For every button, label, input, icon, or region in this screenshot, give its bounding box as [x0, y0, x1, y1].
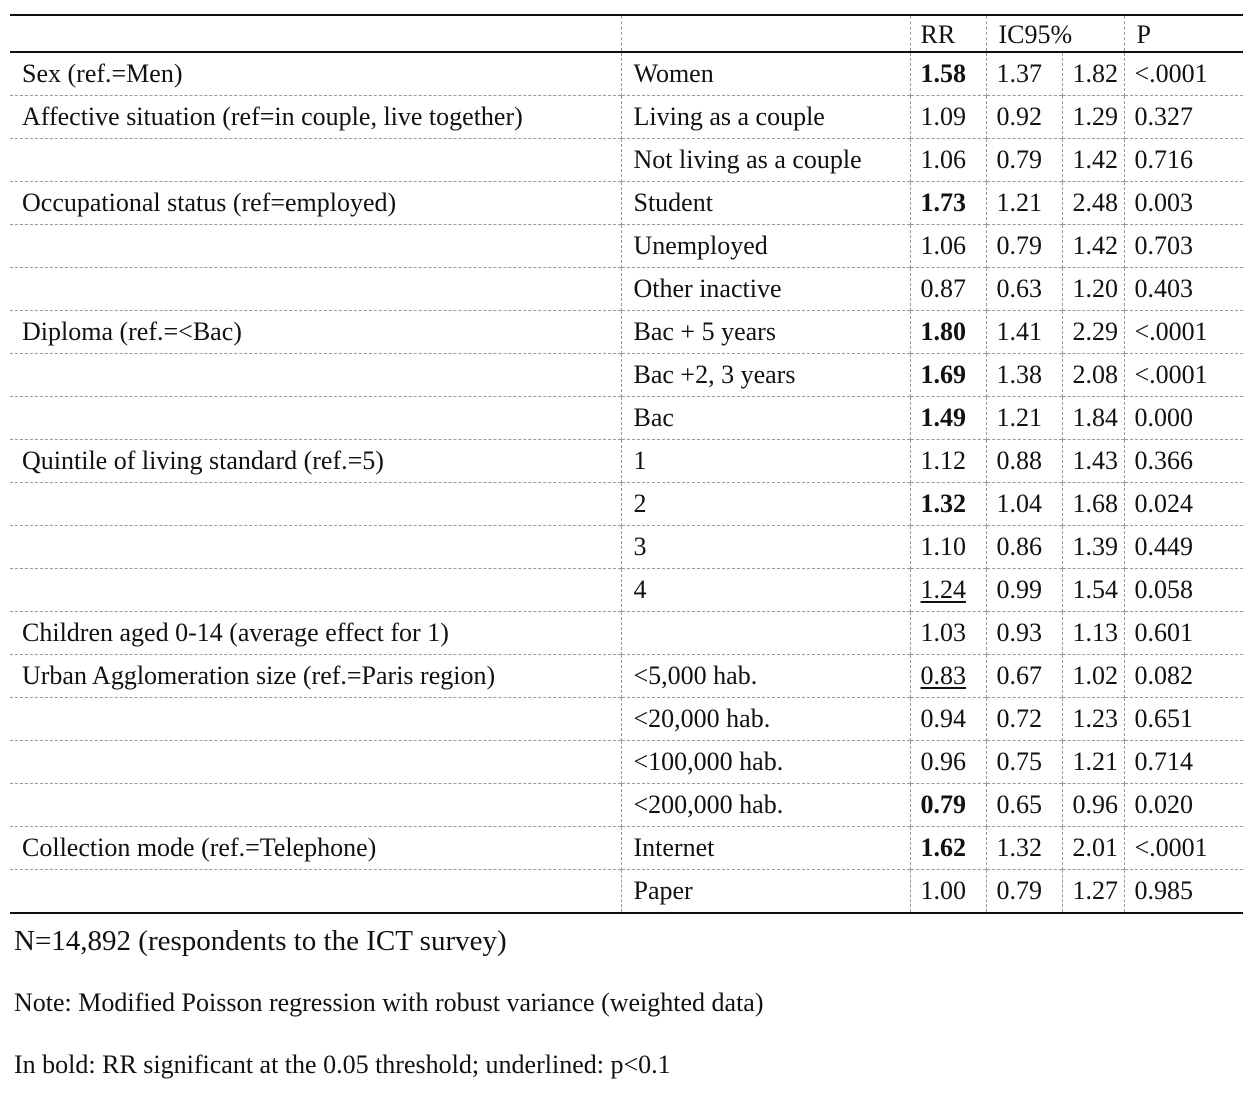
- rr-text: 1.62: [920, 833, 966, 862]
- ci-lower-cell: [986, 612, 1062, 655]
- rr-text: 1.49: [920, 403, 966, 432]
- p-value-text: 0.058: [1134, 575, 1194, 604]
- p-value-text: 0.024: [1134, 489, 1194, 518]
- ci-lower-cell: [986, 569, 1062, 612]
- ci-lower-cell: [986, 741, 1062, 784]
- ci-upper-cell: [1062, 569, 1124, 612]
- category-text: Bac +2, 3 years: [633, 360, 796, 389]
- variable-cell: [10, 268, 621, 311]
- p-value-text: <.0001: [1134, 59, 1208, 88]
- ci-upper-text: 1.42: [1072, 145, 1118, 174]
- p-value-cell: [1124, 52, 1243, 96]
- ci-lower-text: 1.41: [996, 317, 1042, 346]
- ci-upper-cell: [1062, 784, 1124, 827]
- rr-cell: [910, 741, 986, 784]
- ci-upper-text: 0.96: [1072, 790, 1118, 819]
- rr-cell: [910, 569, 986, 612]
- p-value-text: 0.714: [1134, 747, 1194, 776]
- p-value-text: 0.601: [1134, 618, 1194, 647]
- ci-upper-text: 1.82: [1072, 59, 1118, 88]
- ci-upper-cell: [1062, 397, 1124, 440]
- p-value-cell: [1124, 784, 1243, 827]
- category-text: Living as a couple: [633, 102, 825, 131]
- p-value-cell: [1124, 139, 1243, 182]
- category-text: <200,000 hab.: [633, 790, 784, 819]
- variable-cell: [10, 741, 621, 784]
- sample-size-note: N=14,892 (respondents to the ICT survey): [14, 925, 507, 957]
- category-text: Internet: [633, 833, 715, 862]
- ci-lower-text: 0.99: [996, 575, 1042, 604]
- rr-text: 1.03: [920, 618, 966, 647]
- ci-lower-cell: [986, 440, 1062, 483]
- ci-upper-cell: [1062, 139, 1124, 182]
- p-value-cell: [1124, 870, 1243, 914]
- header-rr: RR: [910, 15, 986, 52]
- table-header: [10, 15, 1243, 52]
- ci-upper-cell: [1062, 440, 1124, 483]
- category-text: 1: [633, 446, 647, 475]
- rr-text: 1.24: [920, 575, 966, 604]
- table-row: [10, 827, 1243, 870]
- variable-text: Urban Agglomeration size (ref.=Paris region): [22, 661, 496, 690]
- ci-lower-cell: [986, 52, 1062, 96]
- table-row: [10, 612, 1243, 655]
- variable-text: Affective situation (ref=in couple, live together): [22, 102, 523, 131]
- variable-cell: [10, 612, 621, 655]
- rr-cell: [910, 268, 986, 311]
- rr-cell: [910, 483, 986, 526]
- header-category-cell: [621, 15, 910, 52]
- p-value-cell: [1124, 440, 1243, 483]
- table-row: [10, 225, 1243, 268]
- rr-cell: [910, 354, 986, 397]
- ci-lower-text: 1.37: [996, 59, 1042, 88]
- category-cell: [621, 827, 910, 870]
- category-text: 3: [633, 532, 647, 561]
- header-row: [10, 15, 1243, 52]
- category-text: <100,000 hab.: [633, 747, 784, 776]
- rr-text: 1.12: [920, 446, 966, 475]
- category-text: Other inactive: [633, 274, 782, 303]
- table-row: [10, 483, 1243, 526]
- ci-lower-text: 0.79: [996, 876, 1042, 905]
- rr-cell: [910, 526, 986, 569]
- table-row: [10, 569, 1243, 612]
- variable-cell: [10, 569, 621, 612]
- ci-lower-cell: [986, 96, 1062, 139]
- rr-text: 1.58: [920, 59, 966, 88]
- ci-upper-text: 1.20: [1072, 274, 1118, 303]
- p-value-cell: [1124, 311, 1243, 354]
- rr-cell: [910, 139, 986, 182]
- ci-upper-text: 1.42: [1072, 231, 1118, 260]
- rr-text: 1.06: [920, 231, 966, 260]
- ci-lower-text: 0.79: [996, 145, 1042, 174]
- table-row: [10, 397, 1243, 440]
- method-note: Note: Modified Poisson regression with robust variance (weighted data): [14, 988, 764, 1017]
- category-text: 4: [633, 575, 647, 604]
- category-cell: [621, 569, 910, 612]
- ci-lower-cell: [986, 354, 1062, 397]
- ci-lower-cell: [986, 268, 1062, 311]
- p-value-text: 0.327: [1134, 102, 1194, 131]
- variable-cell: [10, 225, 621, 268]
- rr-text: 0.87: [920, 274, 966, 303]
- ci-upper-cell: [1062, 354, 1124, 397]
- ci-upper-cell: [1062, 870, 1124, 914]
- ci-upper-text: 1.23: [1072, 704, 1118, 733]
- ci-upper-cell: [1062, 225, 1124, 268]
- table-row: [10, 526, 1243, 569]
- ci-lower-text: 0.63: [996, 274, 1042, 303]
- p-value-text: 0.003: [1134, 188, 1194, 217]
- p-value-text: 0.366: [1134, 446, 1194, 475]
- ci-lower-text: 0.79: [996, 231, 1042, 260]
- header-p: P: [1124, 15, 1243, 52]
- rr-cell: [910, 698, 986, 741]
- p-value-text: <.0001: [1134, 833, 1208, 862]
- table-row: [10, 354, 1243, 397]
- ci-upper-cell: [1062, 655, 1124, 698]
- variable-cell: [10, 483, 621, 526]
- category-text: Bac: [633, 403, 674, 432]
- ci-lower-text: 0.93: [996, 618, 1042, 647]
- category-cell: [621, 139, 910, 182]
- variable-cell: [10, 784, 621, 827]
- ci-lower-cell: [986, 397, 1062, 440]
- p-value-cell: [1124, 655, 1243, 698]
- variable-cell: [10, 827, 621, 870]
- p-value-cell: [1124, 569, 1243, 612]
- ci-lower-cell: [986, 784, 1062, 827]
- ci-upper-cell: [1062, 311, 1124, 354]
- category-cell: [621, 311, 910, 354]
- p-value-text: 0.985: [1134, 876, 1194, 905]
- table-body: [10, 52, 1243, 913]
- rr-text: 1.73: [920, 188, 966, 217]
- ci-lower-text: 1.21: [996, 403, 1042, 432]
- rr-text: 1.00: [920, 876, 966, 905]
- table-row: [10, 784, 1243, 827]
- table-row: [10, 870, 1243, 914]
- p-value-text: 0.703: [1134, 231, 1194, 260]
- ci-upper-cell: [1062, 741, 1124, 784]
- category-cell: [621, 483, 910, 526]
- variable-cell: [10, 96, 621, 139]
- category-cell: [621, 612, 910, 655]
- variable-text: Sex (ref.=Men): [22, 59, 183, 88]
- category-cell: [621, 268, 910, 311]
- ci-lower-text: 0.65: [996, 790, 1042, 819]
- p-value-text: 0.000: [1134, 403, 1194, 432]
- ci-upper-text: 2.08: [1072, 360, 1118, 389]
- ci-lower-cell: [986, 483, 1062, 526]
- variable-text: Children aged 0-14 (average effect for 1): [22, 618, 449, 647]
- ci-lower-cell: [986, 182, 1062, 225]
- variable-cell: [10, 139, 621, 182]
- p-value-cell: [1124, 182, 1243, 225]
- rr-text: 1.09: [920, 102, 966, 131]
- ci-upper-text: 2.48: [1072, 188, 1118, 217]
- ci-upper-text: 1.68: [1072, 489, 1118, 518]
- ci-lower-cell: [986, 870, 1062, 914]
- header-ic95: IC95%: [986, 15, 1124, 52]
- ci-upper-text: 1.84: [1072, 403, 1118, 432]
- rr-cell: [910, 397, 986, 440]
- p-value-cell: [1124, 698, 1243, 741]
- ci-lower-cell: [986, 655, 1062, 698]
- rr-text: 0.79: [920, 790, 966, 819]
- table-row: [10, 139, 1243, 182]
- rr-text: 1.06: [920, 145, 966, 174]
- variable-text: Occupational status (ref=employed): [22, 188, 397, 217]
- p-value-cell: [1124, 268, 1243, 311]
- rr-text: 0.83: [920, 661, 966, 690]
- table-row: [10, 311, 1243, 354]
- category-text: Women: [633, 59, 714, 88]
- rr-text: 1.80: [920, 317, 966, 346]
- category-cell: [621, 655, 910, 698]
- category-cell: [621, 354, 910, 397]
- rr-text: 1.32: [920, 489, 966, 518]
- ci-upper-text: 1.43: [1072, 446, 1118, 475]
- p-value-text: 0.716: [1134, 145, 1194, 174]
- category-cell: [621, 52, 910, 96]
- ci-upper-text: 1.02: [1072, 661, 1118, 690]
- variable-text: Collection mode (ref.=Telephone): [22, 833, 377, 862]
- ci-upper-text: 1.21: [1072, 747, 1118, 776]
- variable-cell: [10, 440, 621, 483]
- ci-lower-cell: [986, 311, 1062, 354]
- variable-cell: [10, 182, 621, 225]
- formatting-legend: In bold: RR significant at the 0.05 threshold; underlined: p<0.1: [14, 1050, 671, 1079]
- p-value-cell: [1124, 483, 1243, 526]
- category-text: Not living as a couple: [633, 145, 862, 174]
- category-text: Bac + 5 years: [633, 317, 776, 346]
- ci-upper-text: 2.29: [1072, 317, 1118, 346]
- header-variable-cell: [10, 15, 621, 52]
- variable-text: Quintile of living standard (ref.=5): [22, 446, 384, 475]
- rr-cell: [910, 440, 986, 483]
- ci-upper-text: 1.29: [1072, 102, 1118, 131]
- ci-lower-cell: [986, 526, 1062, 569]
- table-row: [10, 268, 1243, 311]
- p-value-text: <.0001: [1134, 360, 1208, 389]
- category-cell: [621, 784, 910, 827]
- rr-text: 1.10: [920, 532, 966, 561]
- ci-lower-text: 1.38: [996, 360, 1042, 389]
- p-value-cell: [1124, 354, 1243, 397]
- ci-upper-cell: [1062, 96, 1124, 139]
- rr-cell: [910, 870, 986, 914]
- table-row: [10, 96, 1243, 139]
- ci-lower-cell: [986, 698, 1062, 741]
- category-text: <20,000 hab.: [633, 704, 771, 733]
- rr-cell: [910, 655, 986, 698]
- p-value-cell: [1124, 397, 1243, 440]
- ci-lower-cell: [986, 225, 1062, 268]
- ci-lower-text: 0.88: [996, 446, 1042, 475]
- variable-cell: [10, 311, 621, 354]
- rr-cell: [910, 311, 986, 354]
- category-cell: [621, 182, 910, 225]
- ci-upper-text: 1.39: [1072, 532, 1118, 561]
- ci-lower-text: 0.72: [996, 704, 1042, 733]
- rr-text: 1.69: [920, 360, 966, 389]
- ci-upper-cell: [1062, 182, 1124, 225]
- rr-cell: [910, 827, 986, 870]
- table-row: [10, 655, 1243, 698]
- rr-cell: [910, 182, 986, 225]
- rr-cell: [910, 225, 986, 268]
- results-table-container: [10, 14, 1243, 914]
- ci-lower-cell: [986, 827, 1062, 870]
- ci-upper-text: 1.54: [1072, 575, 1118, 604]
- p-value-text: <.0001: [1134, 317, 1208, 346]
- ci-upper-cell: [1062, 827, 1124, 870]
- category-cell: [621, 741, 910, 784]
- rr-cell: [910, 96, 986, 139]
- category-cell: [621, 440, 910, 483]
- variable-cell: [10, 354, 621, 397]
- variable-text: Diploma (ref.=<Bac): [22, 317, 242, 346]
- ci-upper-cell: [1062, 526, 1124, 569]
- p-value-cell: [1124, 612, 1243, 655]
- table-row: [10, 741, 1243, 784]
- ci-lower-text: 0.92: [996, 102, 1042, 131]
- ci-upper-cell: [1062, 268, 1124, 311]
- rr-text: 0.96: [920, 747, 966, 776]
- category-cell: [621, 225, 910, 268]
- category-text: Student: [633, 188, 713, 217]
- table-row: [10, 182, 1243, 225]
- table-row: [10, 440, 1243, 483]
- ci-lower-text: 0.67: [996, 661, 1042, 690]
- category-text: Unemployed: [633, 231, 768, 260]
- table-row: [10, 52, 1243, 96]
- ci-lower-text: 0.86: [996, 532, 1042, 561]
- p-value-cell: [1124, 526, 1243, 569]
- ci-upper-cell: [1062, 698, 1124, 741]
- results-table: [10, 14, 1243, 914]
- ci-lower-text: 1.21: [996, 188, 1042, 217]
- variable-cell: [10, 397, 621, 440]
- p-value-text: 0.082: [1134, 661, 1194, 690]
- category-text: <5,000 hab.: [633, 661, 758, 690]
- category-cell: [621, 397, 910, 440]
- rr-text: 0.94: [920, 704, 966, 733]
- ci-lower-text: 1.04: [996, 489, 1042, 518]
- ci-lower-text: 0.75: [996, 747, 1042, 776]
- category-cell: [621, 698, 910, 741]
- category-cell: [621, 96, 910, 139]
- p-value-cell: [1124, 225, 1243, 268]
- variable-cell: [10, 870, 621, 914]
- ci-lower-text: 1.32: [996, 833, 1042, 862]
- ci-lower-cell: [986, 139, 1062, 182]
- p-value-text: 0.020: [1134, 790, 1194, 819]
- p-value-cell: [1124, 96, 1243, 139]
- rr-cell: [910, 52, 986, 96]
- p-value-text: 0.403: [1134, 274, 1194, 303]
- category-text: 2: [633, 489, 647, 518]
- p-value-text: 0.651: [1134, 704, 1194, 733]
- p-value-text: 0.449: [1134, 532, 1194, 561]
- rr-cell: [910, 784, 986, 827]
- ci-upper-cell: [1062, 612, 1124, 655]
- ci-upper-cell: [1062, 52, 1124, 96]
- ci-upper-text: 1.27: [1072, 876, 1118, 905]
- variable-cell: [10, 52, 621, 96]
- variable-cell: [10, 698, 621, 741]
- ci-upper-cell: [1062, 483, 1124, 526]
- variable-cell: [10, 655, 621, 698]
- ci-upper-text: 2.01: [1072, 833, 1118, 862]
- ci-upper-text: 1.13: [1072, 618, 1118, 647]
- table-row: [10, 698, 1243, 741]
- p-value-cell: [1124, 827, 1243, 870]
- category-cell: [621, 526, 910, 569]
- category-text: Paper: [633, 876, 693, 905]
- p-value-cell: [1124, 741, 1243, 784]
- rr-cell: [910, 612, 986, 655]
- category-cell: [621, 870, 910, 914]
- variable-cell: [10, 526, 621, 569]
